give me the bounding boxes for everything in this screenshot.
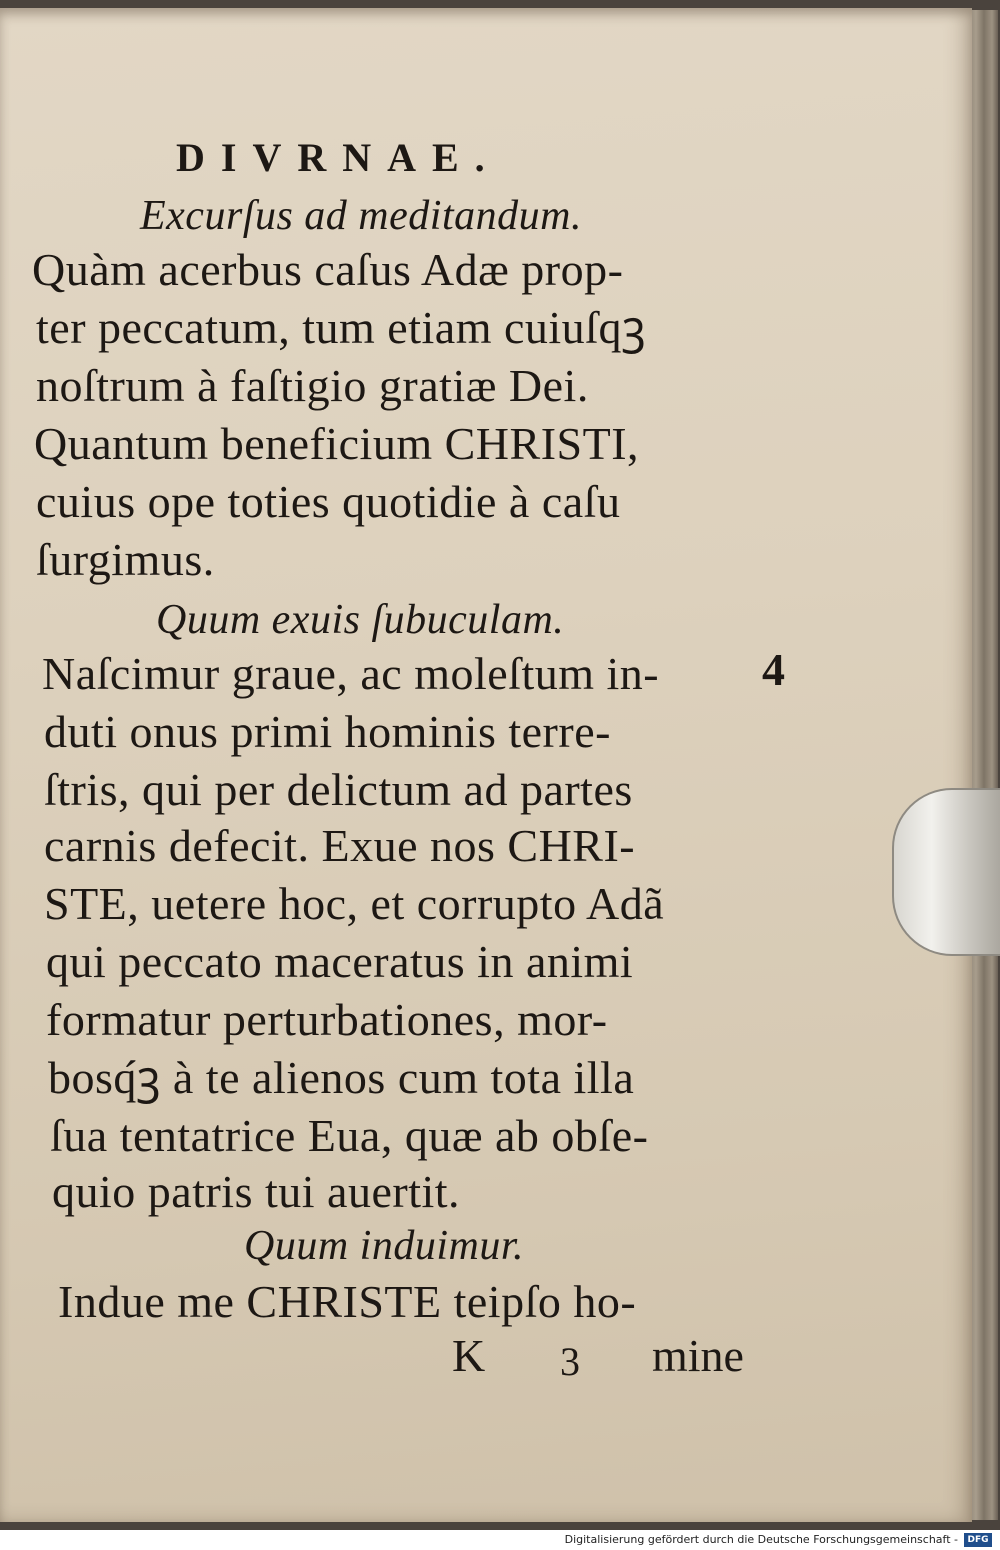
footer-bar xyxy=(0,1530,1000,1550)
text-line: bosq́ꝫ à te alienos cum tota illa xyxy=(48,1052,635,1103)
section-heading: Quum exuis ſubuculam. xyxy=(156,597,565,643)
text-line: Naſcimur graue, ac moleſtum in- xyxy=(42,648,660,699)
text-line: ſurgimus. xyxy=(36,534,215,585)
text-line: Quàm acerbus caſus Adæ prop- xyxy=(32,244,624,295)
book-page xyxy=(0,8,972,1522)
dfg-logo-icon: DFG xyxy=(964,1533,992,1547)
page-clip xyxy=(892,788,1000,956)
text-line: ſua tentatrice Eua, quæ ab obſe- xyxy=(50,1110,649,1161)
section-heading: Quum induimur. xyxy=(244,1223,525,1269)
text-line: formatur perturbationes, mor- xyxy=(46,994,608,1045)
signature-mark: K xyxy=(452,1330,486,1381)
text-line: cuius ope toties quotidie à caſu xyxy=(36,476,621,527)
section-heading: Excurſus ad meditandum. xyxy=(140,193,582,239)
text-line: carnis defecit. Exue nos CHRI- xyxy=(44,820,636,871)
text-line: duti onus primi hominis terre- xyxy=(44,706,611,757)
text-line: quio patris tui auertit. xyxy=(52,1166,461,1217)
text-line: qui peccato maceratus in animi xyxy=(46,936,634,987)
text-line: Indue me CHRISTE teipſo ho- xyxy=(58,1276,637,1327)
text-line: ter peccatum, tum etiam cuiuſqꝫ xyxy=(36,302,646,353)
footer-credit: Digitalisierung gefördert durch die Deutsche Forschungsgemeinschaft - xyxy=(564,1533,958,1546)
text-line: Quantum beneficium CHRISTI, xyxy=(34,418,640,469)
margin-note: 4 xyxy=(762,644,785,695)
running-head: DIVRNAE. xyxy=(176,135,501,180)
page-number: 3 xyxy=(560,1339,580,1384)
text-line: noſtrum à faſtigio gratiæ Dei. xyxy=(36,360,589,411)
catchword: mine xyxy=(652,1330,744,1381)
text-line: ſtris, qui per delictum ad partes xyxy=(44,764,633,815)
text-line: STE, uetere hoc, et corrupto Adã xyxy=(44,878,665,929)
